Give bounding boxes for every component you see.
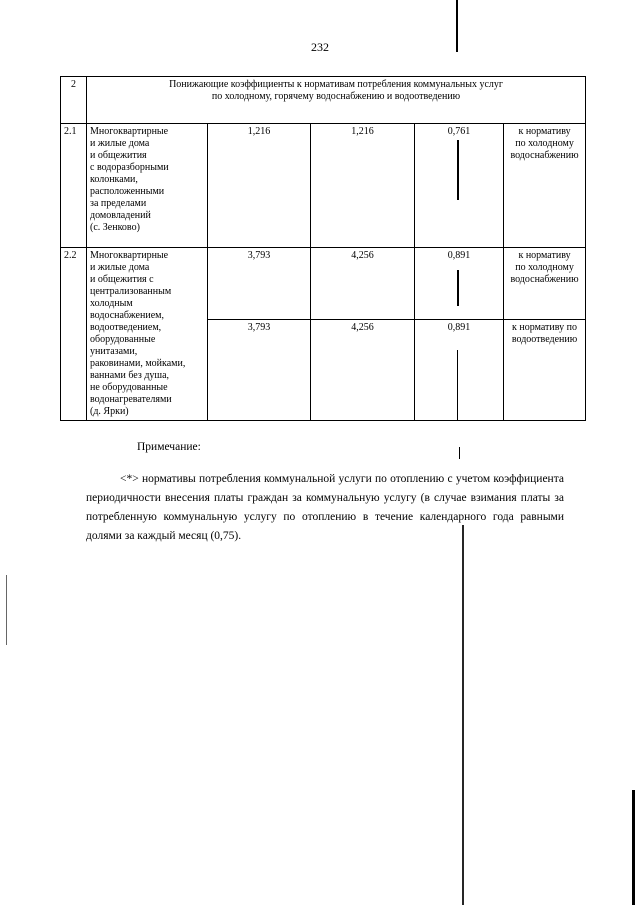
row-description (87, 248, 208, 421)
description-line: унитазами, (90, 346, 138, 357)
scan-artifact (457, 350, 458, 420)
coefficient-value: 3,793 (208, 248, 311, 320)
description-line: и жилые дома (90, 138, 150, 149)
table-section-header-row (61, 77, 586, 124)
description-line: с водоразборными (90, 162, 169, 173)
coefficient-value: 0,891 (415, 248, 504, 320)
description-line: водоотведением, (90, 322, 162, 333)
description-line: Многоквартирные (90, 250, 169, 261)
description-line: Многоквартирные (90, 126, 169, 137)
description-line: водонагревателями (90, 394, 172, 405)
scan-artifact (457, 140, 459, 200)
coefficient-value: 4,256 (311, 248, 415, 320)
scan-artifact (632, 790, 635, 905)
scan-artifact (462, 525, 464, 905)
row-number: 2.2 (61, 248, 87, 421)
description-line: ваннами без душа, (90, 370, 170, 381)
norm-note (504, 248, 586, 320)
page-number: 232 (311, 40, 329, 54)
remark-text: <*> нормативы потребления коммунальной услуги по отоплению с учетом коэффициента периодичности внесения платы граждан за коммунальную услугу (в случае взимания платы за потребленную коммунальную услугу по отоплению в течение календарного года равными долями за каждый месяц (0,75). (86, 473, 564, 542)
description-line: домовладений (90, 210, 151, 221)
section-title-line: Понижающие коэффициенты к нормативам потребления коммунальных услуг (169, 79, 503, 90)
norm-note (504, 320, 586, 421)
section-title (87, 77, 586, 124)
coefficient-value: 4,256 (311, 320, 415, 421)
norm-note-line: водоснабжению (510, 150, 579, 161)
norm-note-line: к нормативу (518, 126, 571, 137)
norm-note-line: по холодному (515, 262, 574, 273)
norm-note (504, 124, 586, 248)
norm-note-line: по холодному (515, 138, 574, 149)
description-line: и общежития с (90, 274, 154, 285)
row-description (87, 124, 208, 248)
description-line: и жилые дома (90, 262, 150, 273)
description-line: (с. Зенково) (90, 222, 140, 233)
table-row (61, 124, 586, 248)
scan-artifact (456, 0, 458, 52)
row-number: 2.1 (61, 124, 87, 248)
scan-artifact (459, 447, 460, 459)
description-line: расположенными (90, 186, 165, 197)
coefficient-value: 0,891 (415, 320, 504, 421)
description-line: и общежития (90, 150, 147, 161)
scan-artifact (6, 575, 7, 645)
description-line: не оборудованные (90, 382, 168, 393)
description-line: (д. Ярки) (90, 406, 129, 417)
norm-note-line: к нормативу (518, 250, 571, 261)
coefficient-value: 1,216 (208, 124, 311, 248)
description-line: холодным (90, 298, 133, 309)
remark-title: Примечание: (137, 441, 201, 453)
description-line: оборудованные (90, 334, 156, 345)
description-line: за пределами (90, 198, 147, 209)
norm-note-line: к нормативу по (512, 322, 577, 334)
coefficient-value: 1,216 (311, 124, 415, 248)
coefficients-table (60, 76, 586, 421)
scan-artifact (457, 270, 459, 306)
section-number: 2 (61, 77, 87, 124)
coefficient-value: 0,761 (415, 124, 504, 248)
norm-note-line: водоотведению (511, 334, 578, 346)
coefficient-value: 3,793 (208, 320, 311, 421)
section-title-line: по холодному, горячему водоснабжению и водоотведению (211, 91, 461, 102)
table-row (61, 248, 586, 320)
description-line: централизованным (90, 286, 172, 297)
description-line: колонками, (90, 174, 138, 185)
norm-note-line: водоснабжению (510, 274, 579, 285)
description-line: водоснабжением, (90, 310, 164, 321)
description-line: раковинами, мойками, (90, 358, 186, 369)
